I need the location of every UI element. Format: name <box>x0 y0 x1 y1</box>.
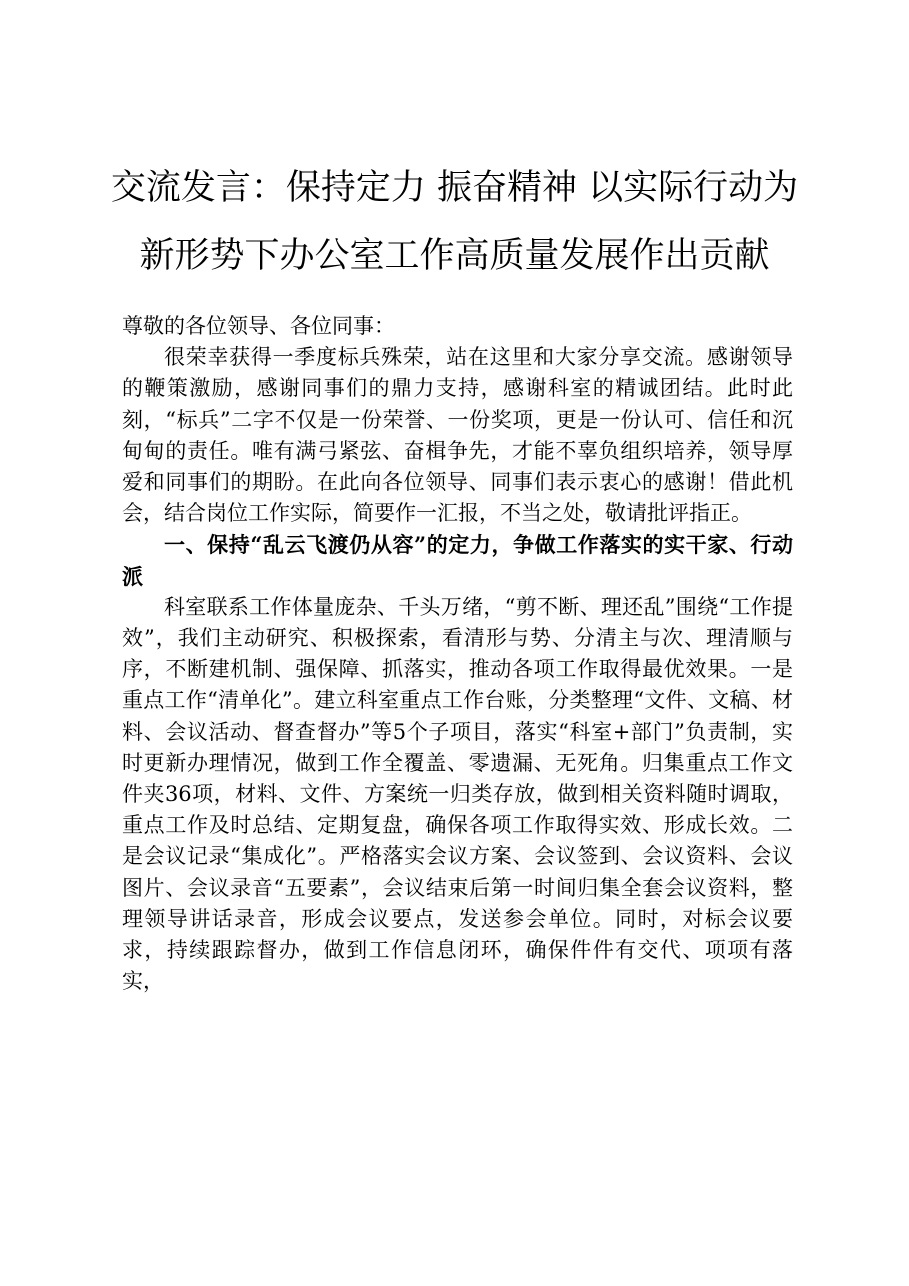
section-heading-1: 一、保持“乱云飞渡仍从容”的定力，争做工作落实的实干家、行动派 <box>122 532 793 589</box>
document-body <box>122 311 793 997</box>
document-title-line-1: 交流发言：保持定力 振奋精神 以实际行动为 <box>110 168 799 208</box>
paragraph-opening: 很荣幸获得一季度标兵殊荣，站在这里和大家分享交流。感谢领导的鞭策激励，感谢同事们的鼎力支持，感谢科室的精诚团结。此时此刻，“标兵”二字不仅是一份荣誉、一份奖项，更是一份认可、信任和沉甸甸的责任。唯有满弓紧弦、奋楫争先，才能不辜负组织培养，领导厚爱和同事们的期盼。在此向各位领导、同事们表示衷心的感谢！借此机会，结合岗位工作实际，简要作一汇报，不当之处，敬请批评指正。 <box>122 345 793 526</box>
salutation: 尊敬的各位领导、各位同事： <box>122 314 395 338</box>
document-title-line-2: 新形势下办公室工作高质量发展作出贡献 <box>139 236 770 276</box>
paragraph-section-1: 科室联系工作体量庞杂、千头万绪，“剪不断、理还乱”围绕“工作提效”，我们主动研究、积极探索，看清形与势、分清主与次、理清顺与序，不断建机制、强保障、抓落实，推动各项工作取得最优效果。一是重点工作“清单化”。建立科室重点工作台账，分类整理“文件、文稿、材料、会议活动、督查督办”等5个子项目，落实“科室+部门”负责制，实时更新办理情况，做到工作全覆盖、零遗漏、无死角。归集重点工作文件夹36项，材料、文件、方案统一归类存放，做到相关资料随时调取，重点工作及时总结、定期复盘，确保各项工作取得实效、形成长效。二是会议记录“集成化”。严格落实会议方案、会议签到、会议资料、会议图片、会议录音“五要素”，会议结束后第一时间归集全套会议资料，整理领导讲话录音，形成会议要点，发送参会单位。同时，对标会议要求，持续跟踪督办，做到工作信息闭环，确保件件有交代、项项有落实， <box>122 594 793 994</box>
